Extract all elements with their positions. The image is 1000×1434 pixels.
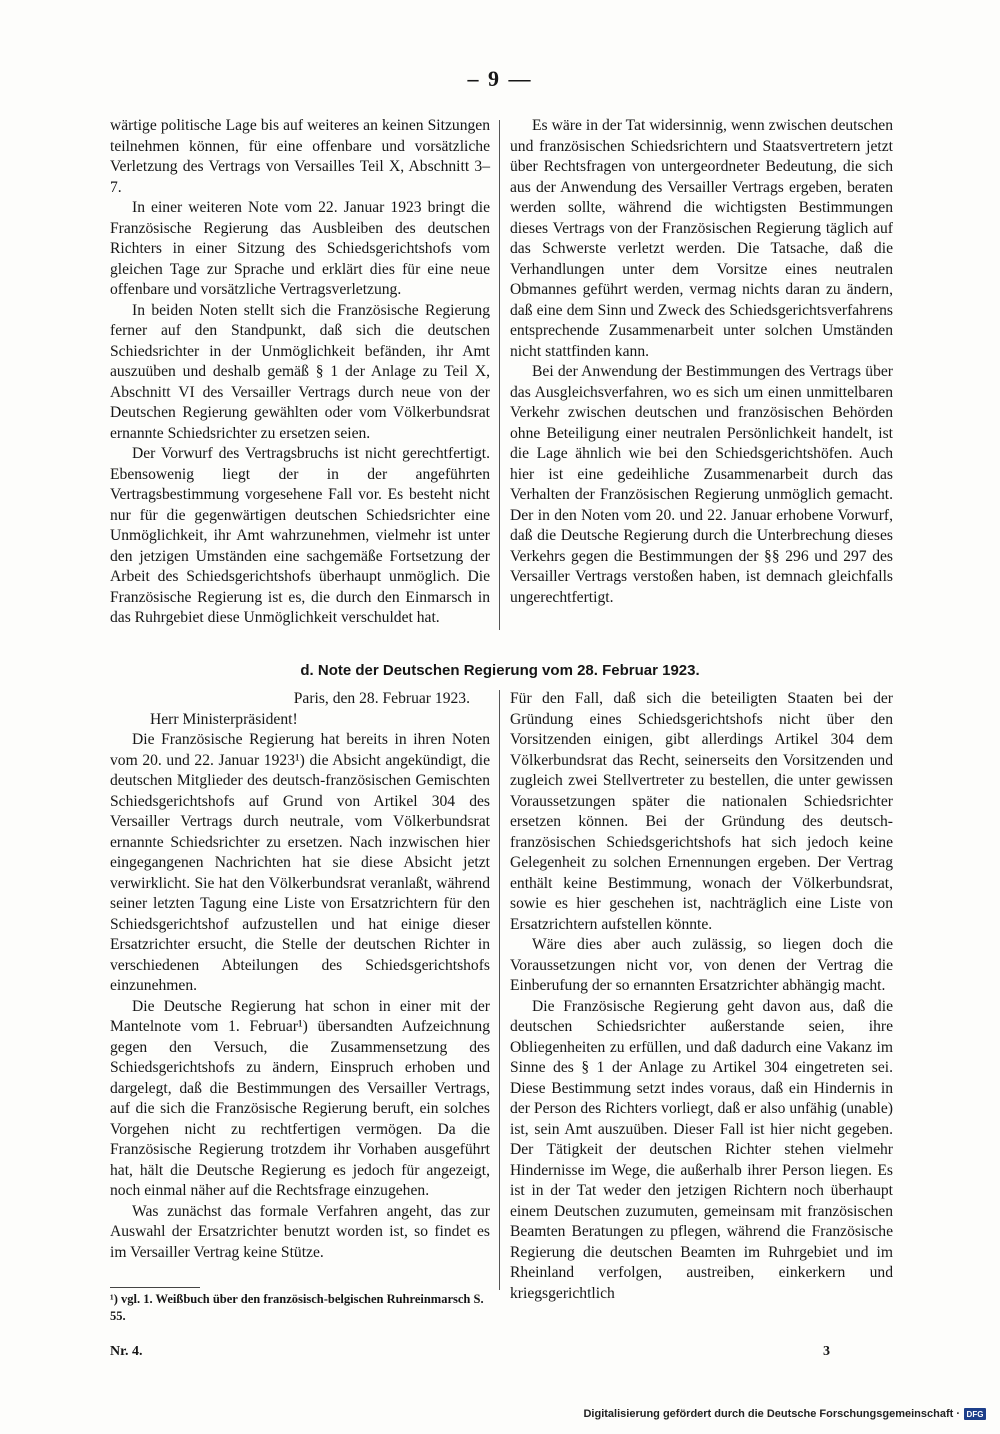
bottom-right-column — [510, 689, 893, 1339]
paragraph: Die Französische Regierung hat bereits in ihren Noten vom 20. und 22. Januar 1923¹) die Absicht angekündigt, die deutschen Mitglieder des deutsch-französischen Gemischten Schiedsgerichtshofs auf Grund von Artikel 304 des Versailler Vertrags durch neutrale, vom Völkerbundsrat ernannte Schiedsrichter zu ersetzen. Nach inzwischen hier eingegangenen Nachrichten hat sie diese Absicht jetzt verwirklicht. Sie hat den Völkerbundsrat veranlaßt, während seiner letzten Tagung eine Liste von Ersatzrichtern für den Schiedsgerichtshof aufzustellen und hat einige dieser Ersatzrichter ersucht, die Stelle der deutschen Richter in verschiedenen Abteilungen des Schiedsgerichtshofs einzunehmen. — [110, 731, 490, 994]
paragraph: In einer weiteren Note vom 22. Januar 1923 bringt die Französische Regierung das Ausbleiben des deutschen Richters in einer Sitzung des Schiedsgerichtshofs vom gleichen Tage zur Sprache und erklärt dies für eine neue offenbare und vorsätzliche Vertragsverletzung. — [110, 199, 490, 298]
bottom-left-column — [110, 689, 490, 1289]
top-left-column — [110, 116, 490, 636]
paragraph: Es wäre in der Tat widersinnig, wenn zwischen deutschen und französischen Schiedsrichtern und Staatsvertretern jetzt über Rechtsfragen von untergeordneter Bedeutung, die sich aus der Anwendung des Versailler Vertrags ergeben, beraten werden sollte, während die wichtigsten Bestimmungen dieses Vertrags von der Französischen Regierung täglich auf das Schwerste verletzt werden. Die Tatsache, daß die Verhandlungen unter dem Vorsitze eines neutralen Obmannes geführt werden, vermag nichts daran zu ändern, daß eine dem Sinn und Zweck des Schiedsgerichtsverfahrens entsprechende Zusammenarbeit unter solchen Umständen nicht stattfinden kann. — [510, 117, 893, 360]
paragraph: Bei der Anwendung der Bestimmungen des Vertrags über das Ausgleichsverfahren, wo es sich um einen unmittelbaren Verkehr zwischen deutschen und französischen Behörden ohne Beteiligung einer neutralen Persönlichkeit handelt, ist die Lage ähnlich wie bei den Schiedsgerichtshöfen. Auch hier ist eine gedeihliche Zusammenarbeit durch das Verhalten der Französischen Regierung unmöglich gemacht. Der in den Noten vom 20. und 22. Januar erhobene Vorwurf, daß die Deutsche Regierung durch die Unterbrechung dieses Verkehrs gegen die Bestimmungen der §§ 296 und 297 des Versailler Vertrags verstoßen haben, ist demnach gleichfalls ungerechtfertigt. — [510, 363, 893, 606]
section-heading: d. Note der Deutschen Regierung vom 28. Februar 1923. — [300, 662, 700, 679]
top-right-column — [510, 116, 893, 656]
funding-notice — [583, 1408, 986, 1420]
dfg-logo-icon: DFG — [964, 1408, 986, 1420]
paragraph: Wäre dies aber auch zulässig, so liegen doch die Voraussetzungen nicht vor, von denen der Vertrag die Einberufung der so ernannten Ersatzrichter abhängig macht. — [510, 936, 893, 994]
page-number: – 9 — — [467, 66, 533, 91]
paragraph: Für den Fall, daß sich die beteiligten Staaten bei der Gründung eines Schiedsgerichtshofs nicht über den Vorsitzenden einigen, gibt allerdings Artikel 304 dem Völkerbundsrat das Recht, seinerseits den Vorsitzenden und zugleich zwei Stellvertreter zu bestellen, die unter gewissen Voraussetzungen später die nationalen Schiedsrichter ersetzen können. Bei der Gründung des deutsch-französischen Schiedsgerichtshofs hat sich jedoch keine Gelegenheit zu solchen Ernennungen ergeben. Der Vertrag enthält keine Bestimmung, wonach der Völkerbundsrat, sowie es hier geschehen ist, nachträglich eine Liste von Ersatzrichtern aufstellen könnte. — [510, 690, 893, 933]
paragraph: wärtige politische Lage bis auf weiteres an keinen Sitzungen teilnehmen können, für eine offenbare und vorsätzliche Verletzung des Vertrags von Versailles Teil X, Abschnitt 3–7. — [110, 117, 490, 196]
salutation: Herr Ministerpräsident! — [150, 710, 298, 728]
paragraph: In beiden Noten stellt sich die Französische Regierung ferner auf den Standpunkt, daß sich die deutschen Schiedsrichter in der Unmöglichkeit befänden, ihr Amt auszuüben und deshalb gemäß § 1 der Anlage zu Teil X, Abschnitt VI des Versailler Vertrags durch neue von der Deutschen Regierung gewählten oder vom Völkerbundsrat ernannte Schiedsrichter zu ersetzen seien. — [110, 301, 490, 442]
paragraph: Was zunächst das formale Verfahren angeht, das zur Auswahl der Ersatzrichter benutzt worden ist, so findet es im Versailler Vertrag keine Stütze. — [110, 1202, 490, 1261]
footnote: ¹) vgl. 1. Weißbuch über den französisch-belgischen Ruhreinmarsch S. 55. — [110, 1292, 484, 1323]
dateline: Paris, den 28. Februar 1923. — [293, 690, 470, 707]
funding-text: Digitalisierung gefördert durch die Deutsche Forschungsgemeinschaft · — [583, 1408, 960, 1420]
column-divider — [499, 120, 500, 630]
signature-mark: 3 — [823, 1344, 830, 1359]
paragraph: Der Vorwurf des Vertragsbruchs ist nicht gerechtfertigt. Ebensowenig liegt der in der angeführten Vertragsbestimmung vorgesehene Fall vor. Es besteht nicht nur für die gegenwärtigen deutschen Schiedsrichter eine Unmöglichkeit, ihr Amt wahrzunehmen, vielmehr ist unter den jetzigen Umständen eine sachgemäße Fortsetzung der Arbeit des Schiedsgerichtshofs überhaupt unmöglich. Die Französische Regierung ist es, die durch den Einmarsch in das Ruhrgebiet diese Unmöglichkeit verschuldet hat. — [110, 445, 490, 626]
paragraph: Die Deutsche Regierung hat schon in einer mit der Mantelnote vom 1. Februar¹) übersandten Aufzeichnung gegen den Versuch, die Zusammensetzung des Schiedsgerichtshofs zu ändern, Einspruch erhoben und dargelegt, daß die Bestimmungen des Versailler Vertrags, auf die sich die Französische Regierung beruft, ein solches Vorgehen nicht zu rechtfertigen vermögen. Da die Französische Regierung trotzdem ihr Vorhaben ausgeführt hat, hält die Deutsche Regierung es jedoch für angezeigt, noch einmal näher auf die Rechtsfrage einzugehen. — [110, 997, 490, 1199]
sheet-number: Nr. 4. — [110, 1344, 143, 1359]
footnote-divider — [110, 1287, 200, 1288]
paragraph: Die Französische Regierung geht davon aus, daß die deutschen Schiedsrichter außerstande seien, ihre Obliegenheiten zu erfüllen, und daß dadurch eine Vakanz im Sinne des § 1 der Anlage zu Artikel 304 eingetreten sei. Diese Bestimmung setzt indes voraus, daß ein Hindernis in der Person des Richters vorliegt, daß er also unfähig (unable) ist, sein Amt auszuüben. Dieser Fall ist hier nicht gegeben. Der Tätigkeit der deutschen Richter stehen vielmehr Hindernisse im Wege, die außerhalb ihrer Person liegen. Es ist in der Tat weder den jetzigen Richtern noch überhaupt einem Deutschen zuzumuten, gemeinsam mit französischen Beamten Beratungen zu pflegen, während die Französische Regierung die deutschen Beamten im Ruhrgebiet und im Rheinland verfolgen, austreiben, einkerkern und kriegsgerichtlich — [510, 997, 893, 1302]
column-divider — [499, 690, 500, 1290]
